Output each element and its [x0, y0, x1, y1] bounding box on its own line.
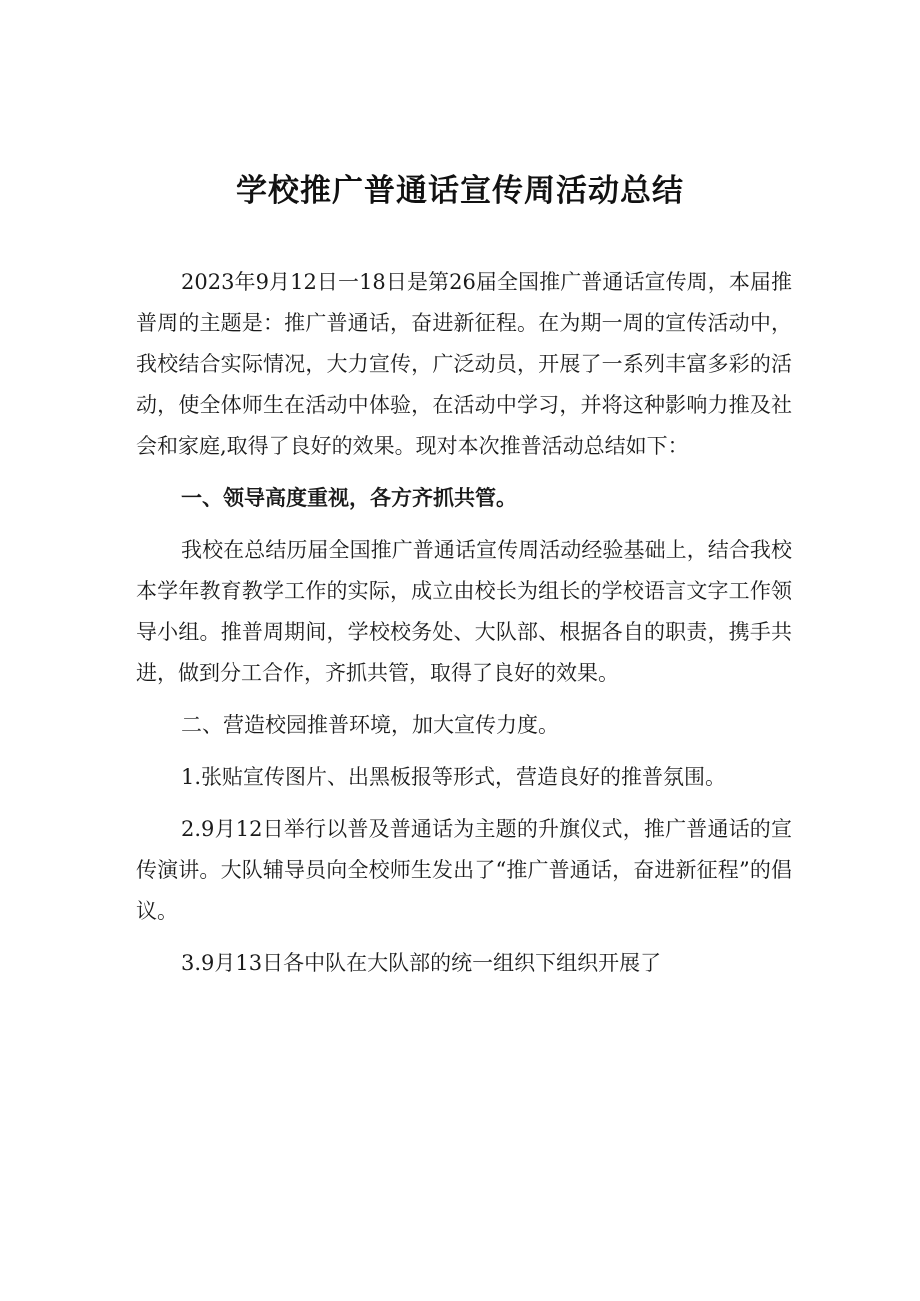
document-body: [136, 262, 792, 984]
intro-paragraph: 2023年9月12日一18日是第26届全国推广普通话宣传周，本届推普周的主题是：推广普通话，奋进新征程。在为期一周的宣传活动中，我校结合实际情况，大力宣传，广泛动员，开展了一系列丰富多彩的活动，使全体师生在活动中体验，在活动中学习，并将这种影响力推及社会和家庭,取得了良好的效果。现对本次推普活动总结如下：: [136, 270, 792, 458]
section-heading-leadership: 一、领导高度重视，各方齐抓共管。: [181, 486, 517, 510]
list-item-posters: 1.张贴宣传图片、出黑板报等形式，营造良好的推普氛围。: [181, 765, 727, 789]
list-item-flag-ceremony: 2.9月12日举行以普及普通话为主题的升旗仪式，推广普通话的宣传演讲。大队辅导员向全校师生发出了“推广普通话，奋进新征程”的倡议。: [136, 817, 792, 923]
list-item-squadron-activities: 3.9月13日各中队在大队部的统一组织下组织开展了: [181, 951, 662, 975]
document-title: 学校推广普通话宣传周活动总结: [236, 173, 684, 209]
section-heading-environment: 二、营造校园推普环境，加大宣传力度。: [181, 713, 559, 737]
leadership-paragraph: 我校在总结历届全国推广普通话宣传周活动经验基础上，结合我校本学年教育教学工作的实际，成立由校长为组长的学校语言文字工作领导小组。推普周期间，学校校务处、大队部、根据各自的职责，携手共进，做到分工合作，齐抓共管，取得了良好的效果。: [136, 538, 792, 685]
